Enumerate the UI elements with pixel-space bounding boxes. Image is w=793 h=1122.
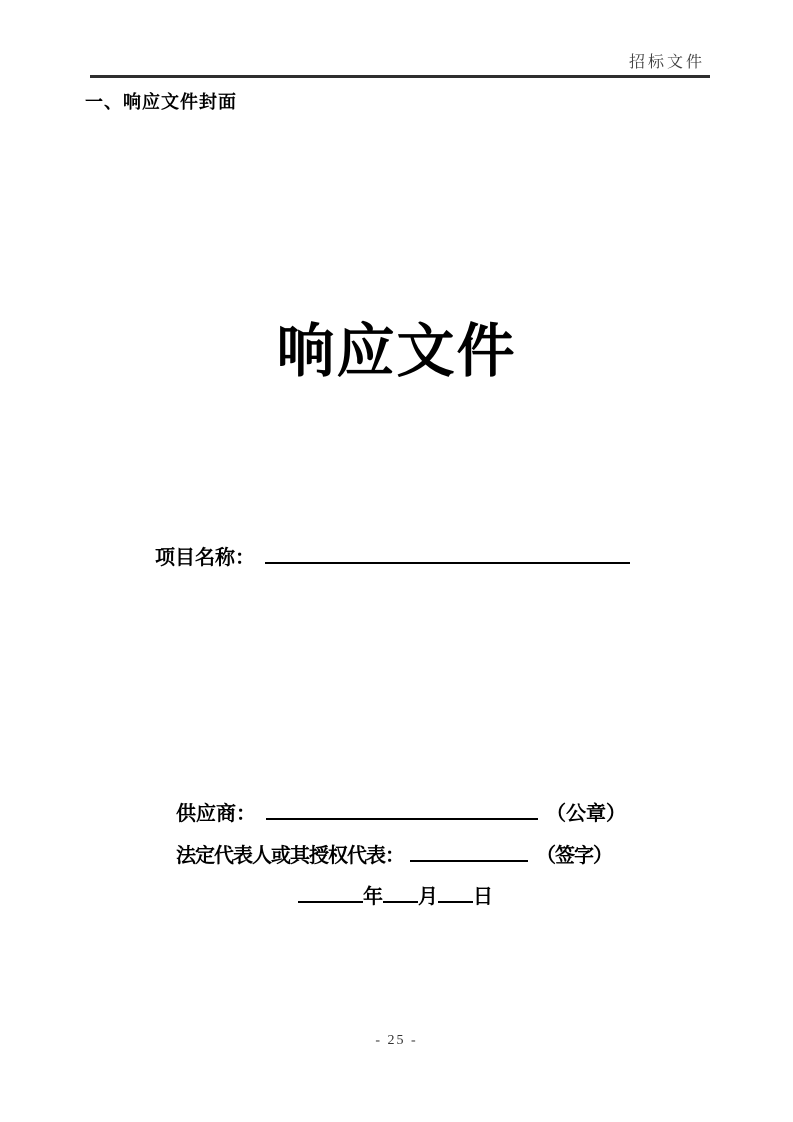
date-year-blank [298,881,363,903]
supplier-blank [266,798,538,820]
header-doc-type-label: 招标文件 [628,54,705,71]
date-year-label: 年 [363,886,383,908]
supplier-label: 供应商： [176,803,256,825]
date-day-label: 日 [473,886,493,908]
header-rule [90,75,710,78]
page-number: - 25 - [375,1033,418,1048]
representative-signature-label: （签字） [536,845,612,867]
project-name-line [155,541,630,570]
cover-title: 响应文件 [276,319,517,384]
representative-label: 法定代表人或其授权代表： [176,845,404,867]
supplier-line [176,797,626,826]
representative-blank [410,840,528,862]
supplier-seal-label: （公章） [546,803,626,825]
date-month-blank [383,881,418,903]
date-day-blank [438,881,473,903]
project-name-label: 项目名称： [155,547,255,569]
project-name-blank [265,542,630,564]
date-month-label: 月 [418,886,438,908]
section-heading: 一、响应文件封面 [85,92,237,112]
representative-line [176,839,612,868]
date-line [298,880,493,909]
